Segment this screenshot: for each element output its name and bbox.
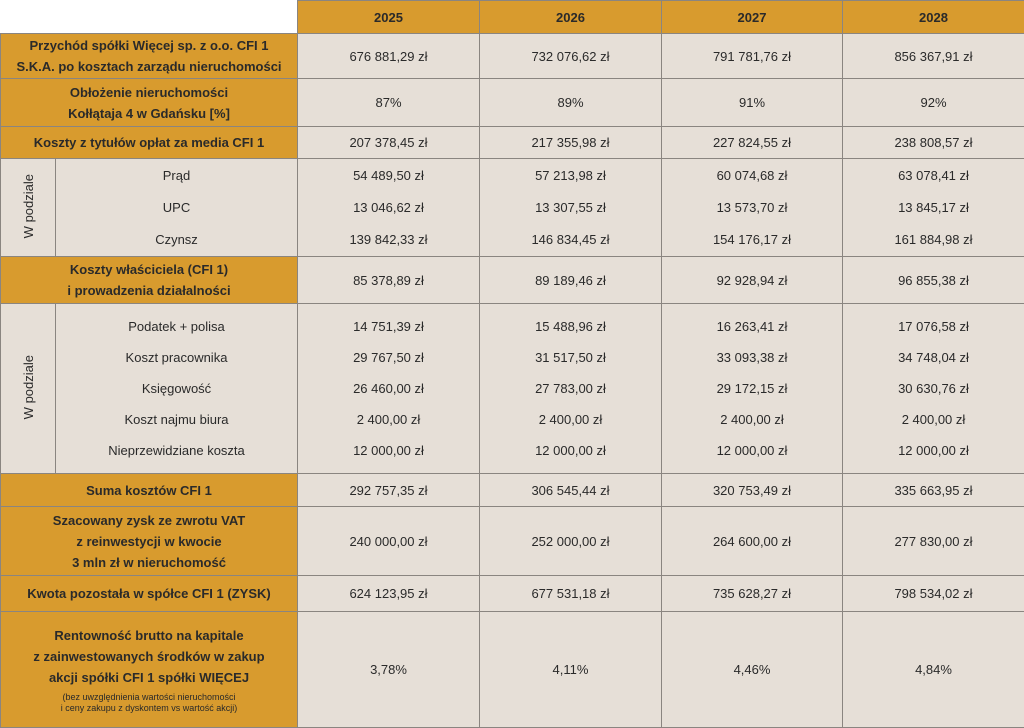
return-label-line2: z zainwestowanych środków w zakup	[33, 649, 264, 664]
occupancy-label-line2: Kołłątaja 4 w Gdańsku [%]	[68, 106, 230, 121]
return-label-line3: akcji spółki CFI 1 spółki WIĘCEJ	[49, 670, 249, 685]
total-costs-value: 320 753,49 zł	[662, 474, 843, 507]
owner-breakdown-group-text: W podziale	[21, 355, 36, 419]
return-note-line2: i ceny zakupu z dyskontem vs wartość akcji)	[61, 703, 238, 713]
owner-breakdown-value: 15 488,96 zł	[480, 311, 661, 342]
owner-breakdown-value: 29 172,15 zł	[662, 373, 842, 404]
owner-breakdown-value: 14 751,39 zł	[298, 311, 479, 342]
media-breakdown-value: 57 213,98 zł	[480, 160, 661, 192]
return-note-line1: (bez uwzględnienia wartości nieruchomości	[62, 692, 235, 702]
return-value: 4,84%	[843, 612, 1024, 728]
media-breakdown-group-text: W podziale	[21, 174, 36, 238]
income-value: 791 781,76 zł	[662, 34, 843, 79]
return-value: 4,11%	[480, 612, 662, 728]
owner-costs-label-line1: Koszty właściciela (CFI 1)	[70, 262, 228, 277]
year-header: 2028	[843, 1, 1024, 34]
media-breakdown-label: Prąd	[56, 160, 297, 192]
vat-value: 277 830,00 zł	[843, 507, 1024, 576]
owner-costs-label-line2: i prowadzenia działalności	[67, 283, 230, 298]
owner-breakdown-value: 17 076,58 zł	[843, 311, 1024, 342]
return-label	[1, 612, 298, 728]
media-breakdown-row	[1, 159, 1024, 257]
owner-breakdown-value: 12 000,00 zł	[662, 435, 842, 466]
media-costs-label: Koszty z tytułów opłat za media CFI 1	[1, 127, 298, 159]
owner-breakdown-col	[843, 304, 1024, 474]
media-breakdown-value: 60 074,68 zł	[662, 160, 842, 192]
owner-breakdown-value: 2 400,00 zł	[298, 404, 479, 435]
return-label-line1: Rentowność brutto na kapitale	[54, 628, 243, 643]
total-costs-value: 335 663,95 zł	[843, 474, 1024, 507]
owner-breakdown-value: 30 630,76 zł	[843, 373, 1024, 404]
owner-breakdown-value: 12 000,00 zł	[843, 435, 1024, 466]
media-breakdown-value: 13 307,55 zł	[480, 192, 661, 224]
owner-breakdown-label: Koszt pracownika	[56, 342, 297, 373]
media-costs-value: 207 378,45 zł	[298, 127, 480, 159]
occupancy-value: 87%	[298, 79, 480, 127]
owner-breakdown-value: 27 783,00 zł	[480, 373, 661, 404]
profit-value: 735 628,27 zł	[662, 576, 843, 612]
owner-breakdown-label: Podatek + polisa	[56, 311, 297, 342]
media-breakdown-value: 154 176,17 zł	[662, 224, 842, 256]
owner-costs-value: 85 378,89 zł	[298, 257, 480, 304]
owner-breakdown-value: 12 000,00 zł	[298, 435, 479, 466]
owner-breakdown-value: 16 263,41 zł	[662, 311, 842, 342]
return-value: 3,78%	[298, 612, 480, 728]
owner-breakdown-value: 33 093,38 zł	[662, 342, 842, 373]
year-header: 2025	[298, 1, 480, 34]
profit-value: 798 534,02 zł	[843, 576, 1024, 612]
vat-label-line2: z reinwestycji w kwocie	[76, 534, 221, 549]
media-breakdown-col	[298, 159, 480, 257]
vat-label-line3: 3 mln zł w nieruchomość	[72, 555, 226, 570]
owner-breakdown-label: Koszt najmu biura	[56, 404, 297, 435]
media-breakdown-value: 54 489,50 zł	[298, 160, 479, 192]
owner-breakdown-labels	[56, 304, 298, 474]
vat-label-line1: Szacowany zysk ze zwrotu VAT	[53, 513, 245, 528]
media-breakdown-col	[843, 159, 1024, 257]
vat-value: 240 000,00 zł	[298, 507, 480, 576]
media-breakdown-labels	[56, 159, 298, 257]
occupancy-label	[1, 79, 298, 127]
total-costs-label: Suma kosztów CFI 1	[1, 474, 298, 507]
owner-breakdown-value: 26 460,00 zł	[298, 373, 479, 404]
occupancy-value: 92%	[843, 79, 1024, 127]
owner-breakdown-row	[1, 304, 1024, 474]
income-row	[1, 34, 1024, 79]
media-breakdown-label: UPC	[56, 192, 297, 224]
total-costs-row	[1, 474, 1024, 507]
owner-breakdown-col	[480, 304, 662, 474]
return-value: 4,46%	[662, 612, 843, 728]
occupancy-value: 91%	[662, 79, 843, 127]
owner-breakdown-col	[298, 304, 480, 474]
profit-row	[1, 576, 1024, 612]
media-breakdown-group-label	[1, 159, 56, 257]
owner-breakdown-value: 34 748,04 zł	[843, 342, 1024, 373]
year-header: 2026	[480, 1, 662, 34]
income-value: 732 076,62 zł	[480, 34, 662, 79]
vat-label	[1, 507, 298, 576]
income-label-line1: Przychód spółki Więcej sp. z o.o. CFI 1	[30, 38, 269, 53]
year-header: 2027	[662, 1, 843, 34]
owner-costs-value: 96 855,38 zł	[843, 257, 1024, 304]
owner-breakdown-value: 2 400,00 zł	[480, 404, 661, 435]
income-label-line2: S.K.A. po kosztach zarządu nieruchomości	[16, 59, 281, 74]
header-corner	[1, 1, 298, 34]
media-costs-value: 217 355,98 zł	[480, 127, 662, 159]
owner-breakdown-group-label	[1, 304, 56, 474]
owner-breakdown-value: 12 000,00 zł	[480, 435, 661, 466]
media-breakdown-value: 13 046,62 zł	[298, 192, 479, 224]
vat-row	[1, 507, 1024, 576]
return-note	[1, 692, 297, 714]
total-costs-value: 306 545,44 zł	[480, 474, 662, 507]
vat-value: 264 600,00 zł	[662, 507, 843, 576]
media-breakdown-value: 13 845,17 zł	[843, 192, 1024, 224]
media-costs-row	[1, 127, 1024, 159]
occupancy-row	[1, 79, 1024, 127]
vat-value: 252 000,00 zł	[480, 507, 662, 576]
income-label	[1, 34, 298, 79]
media-breakdown-col	[662, 159, 843, 257]
owner-breakdown-col	[662, 304, 843, 474]
profit-label: Kwota pozostała w spółce CFI 1 (ZYSK)	[1, 576, 298, 612]
owner-breakdown-label: Nieprzewidziane koszta	[56, 435, 297, 466]
media-costs-value: 227 824,55 zł	[662, 127, 843, 159]
occupancy-value: 89%	[480, 79, 662, 127]
media-breakdown-value: 63 078,41 zł	[843, 160, 1024, 192]
media-breakdown-value: 161 884,98 zł	[843, 224, 1024, 256]
owner-costs-label	[1, 257, 298, 304]
owner-breakdown-value: 2 400,00 zł	[662, 404, 842, 435]
owner-costs-value: 92 928,94 zł	[662, 257, 843, 304]
occupancy-label-line1: Obłożenie nieruchomości	[70, 85, 228, 100]
media-costs-value: 238 808,57 zł	[843, 127, 1024, 159]
profit-value: 677 531,18 zł	[480, 576, 662, 612]
income-value: 676 881,29 zł	[298, 34, 480, 79]
owner-breakdown-value: 2 400,00 zł	[843, 404, 1024, 435]
owner-breakdown-label: Księgowość	[56, 373, 297, 404]
header-row	[1, 1, 1024, 34]
owner-costs-row	[1, 257, 1024, 304]
owner-breakdown-value: 29 767,50 zł	[298, 342, 479, 373]
media-breakdown-label: Czynsz	[56, 224, 297, 256]
owner-costs-value: 89 189,46 zł	[480, 257, 662, 304]
profit-value: 624 123,95 zł	[298, 576, 480, 612]
media-breakdown-value: 139 842,33 zł	[298, 224, 479, 256]
total-costs-value: 292 757,35 zł	[298, 474, 480, 507]
owner-breakdown-value: 31 517,50 zł	[480, 342, 661, 373]
media-breakdown-col	[480, 159, 662, 257]
return-row	[1, 612, 1024, 728]
income-value: 856 367,91 zł	[843, 34, 1024, 79]
media-breakdown-value: 146 834,45 zł	[480, 224, 661, 256]
media-breakdown-value: 13 573,70 zł	[662, 192, 842, 224]
